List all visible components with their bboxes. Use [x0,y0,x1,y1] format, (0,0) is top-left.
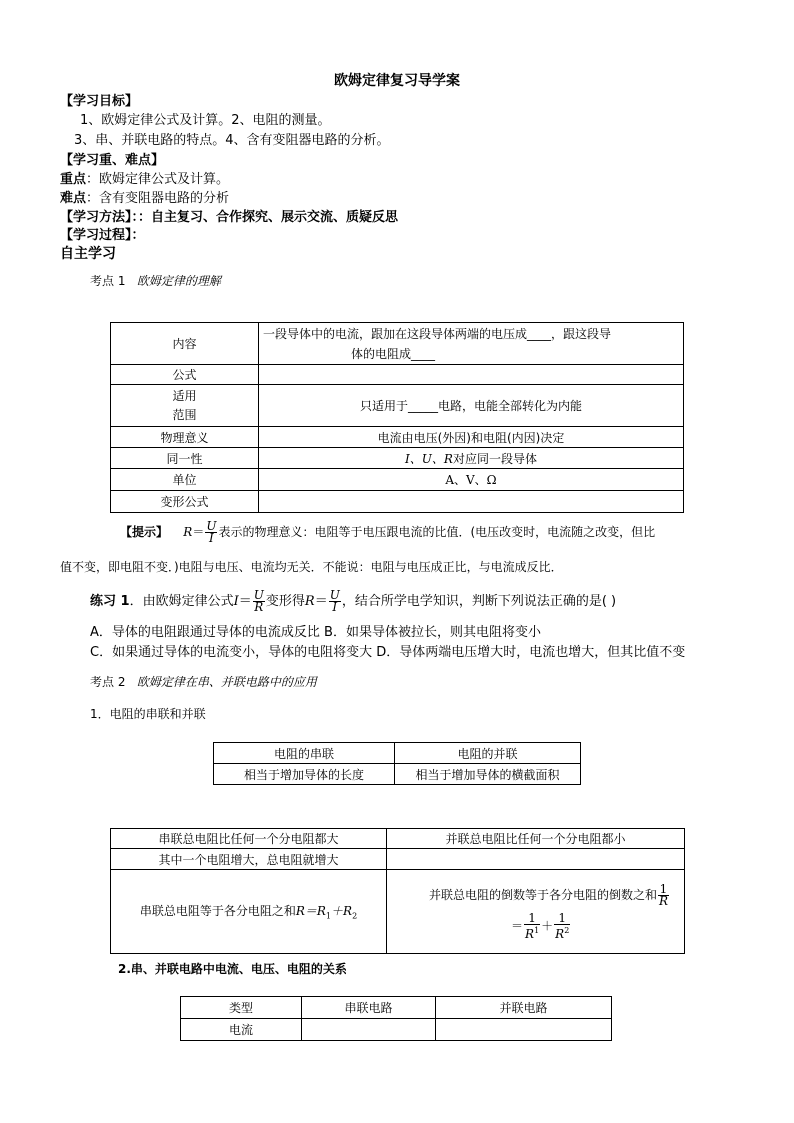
exercise-1 [90,590,616,613]
parallel-line-1 [391,881,680,908]
tip-text-1: 表示的物理意义：电阻等于电压跟电流的比值．(电压改变时，电流随之改变，但比 [218,525,656,539]
denominator: R [254,600,264,614]
table-row [214,743,581,764]
goals-heading: 【学习目标】 [60,94,139,109]
table-row [181,1019,612,1041]
numerator: 1 [524,913,540,925]
total-resistance-table [110,828,685,954]
table-cell: 电流由电压(外因)和电阻(内因)决定 [259,427,684,448]
content-line-1: 一段导体中的电流，跟加在这段导体两端的电压成____，跟这段导 [263,326,612,341]
focus-heading: 【学习重、难点】 [60,153,165,168]
table-cell: 同一性 [111,448,259,469]
denominator: I [209,531,214,545]
table-row [111,365,684,385]
process-heading: 【学习过程】 [60,228,132,243]
point1-title: 欧姆定律的理解 [136,274,221,288]
method-text: ：：自主复习、合作探究、展示交流、质疑反思 [131,210,399,225]
parallel-text: 并联总电阻的倒数等于各分电阻的倒数之和 [428,887,657,902]
eq-sign: ＝ [511,918,524,933]
table-cell [111,385,259,427]
resistor-table [213,742,581,785]
exercise-i: I [233,594,239,609]
table-cell [111,870,387,954]
series-formula: R＝R [295,904,326,919]
difficult-point-text: ：含有变阻器电路的分析 [86,191,230,206]
table-header: 电阻的并联 [395,743,581,764]
method-line [60,206,398,225]
parallel-line-2 [391,910,680,941]
table-cell [387,870,685,954]
table-cell: 内容 [111,323,259,365]
table-header: 电阻的串联 [214,743,395,764]
denominator: $R^2$ [555,925,570,941]
tip-r: R [183,525,193,539]
table-cell: 其中一个电阻增大，总电阻就增大 [111,849,387,870]
vars-rest: 对应同一段导体 [452,451,537,466]
tip-line-2: 值不变，即电阻不变．)电阻与电压、电流均无关．不能说：电阻与电压成正比，与电流成反比． [60,560,563,574]
table-cell [436,1019,612,1041]
table-row [214,764,581,785]
table-cell: 相当于增加导体的横截面积 [395,764,581,785]
table-row [111,849,685,870]
table-cell: 相当于增加导体的长度 [214,764,395,785]
exercise-text-1: ．由欧姆定律公式 [129,594,234,609]
exercise-r: R [304,594,315,609]
fraction [205,521,217,544]
table-cell: 只适用于_____电路，电能全部转化为内能 [259,385,684,427]
fraction [329,590,341,613]
fraction [658,881,669,908]
series-sum-text: 串联总电阻等于各分电阻之和 [139,904,296,919]
exercise-eq-2: ＝ [314,594,328,609]
table-row [111,448,684,469]
method-heading: 【学习方法】 [60,210,132,225]
table-header: 类型 [181,997,302,1019]
table-row [111,870,685,954]
exercise-text-2: 变形得 [265,594,305,609]
table-cell: A、V、Ω [259,469,684,491]
table-row [111,427,684,448]
table-row [111,469,684,491]
point2-label: 考点 2 [90,675,126,689]
plus-sign: ＋ [541,918,554,933]
table-cell: 串联总电阻比任何一个分电阻都大 [111,829,387,849]
sub-1: 1 [325,911,332,921]
tip-label: 【提示】 [120,525,169,539]
goals-line-1: 1、欧姆定律公式及计算。2、电阻的测量。 [80,113,331,128]
denominator: I [332,600,338,614]
label-line-2: 范围 [172,407,197,422]
exercise-eq: ＝ [238,594,252,609]
point2-title: 欧姆定律在串、并联电路中的应用 [136,675,317,689]
table-cell: 并联总电阻比任何一个分电阻都小 [387,829,685,849]
sub-2: 2 [352,911,358,921]
subsection-1: 1．电阻的串联和并联 [90,707,206,721]
goals-line-2: 3、串、并联电路的特点。4、含有变阻器电路的分析。 [74,133,390,148]
numerator: U [329,588,340,602]
key-point-text: ：欧姆定律公式及计算。 [86,172,230,187]
point2-heading [90,673,317,690]
numerator: U [253,588,264,602]
series-formula-plus: ＋R [331,904,353,919]
fraction [524,910,540,941]
key-point-label: 重点 [60,172,87,187]
table-cell [259,365,684,385]
fraction [554,910,570,941]
table-cell [302,1019,436,1041]
exercise-label: 练习 1 [90,594,130,609]
tip-line-1 [120,521,655,544]
table-cell: 单位 [111,469,259,491]
vars: I、U、R [405,451,453,466]
table-header: 并联电路 [436,997,612,1019]
denominator: R [658,893,668,908]
page-title: 欧姆定律复习导学案 [334,73,460,89]
numerator: 1 [659,881,668,896]
label-line-1: 适用 [172,388,197,403]
difficult-point [60,187,229,206]
content-line-2: 体的电阻成____ [351,346,436,361]
difficult-point-label: 难点 [60,191,87,206]
denominator: $R^1$ [525,925,540,941]
table-cell [259,448,684,469]
process-text: ： [131,228,145,243]
table-row [111,323,684,365]
self-study-heading: 自主学习 [60,246,116,262]
table-row [111,385,684,427]
option-cd: C．如果通过导体的电流变小，导体的电阻将变大 D．导体两端电压增大时，电流也增大，但其比值不变 [90,645,686,660]
table-cell: 电流 [181,1019,302,1041]
table-row [181,997,612,1019]
option-ab: A．导体的电阻跟通过导体的电流成反比 B．如果导体被拉长，则其电阻将变小 [90,625,541,640]
table-header: 串联电路 [302,997,436,1019]
point1-heading [90,272,221,289]
point1-label: 考点 1 [90,274,126,288]
key-point [60,168,229,187]
fraction [253,590,265,613]
table-cell [259,323,684,365]
table-cell [259,491,684,513]
numerator: U [206,519,217,533]
table-row [111,829,685,849]
table-cell [387,849,685,870]
subsection-2: 2.串、并联电路中电流、电压、电阻的关系 [118,962,347,976]
circuit-relations-table [180,996,612,1041]
process-line [60,224,145,243]
table-cell: 公式 [111,365,259,385]
exercise-text-3: ，结合所学电学知识，判断下列说法正确的是( ) [341,594,617,609]
table-row [111,491,684,513]
tip-eq: ＝ [192,525,205,539]
numerator: 1 [554,913,570,925]
ohms-law-table [110,322,684,513]
table-cell: 物理意义 [111,427,259,448]
table-cell: 变形公式 [111,491,259,513]
